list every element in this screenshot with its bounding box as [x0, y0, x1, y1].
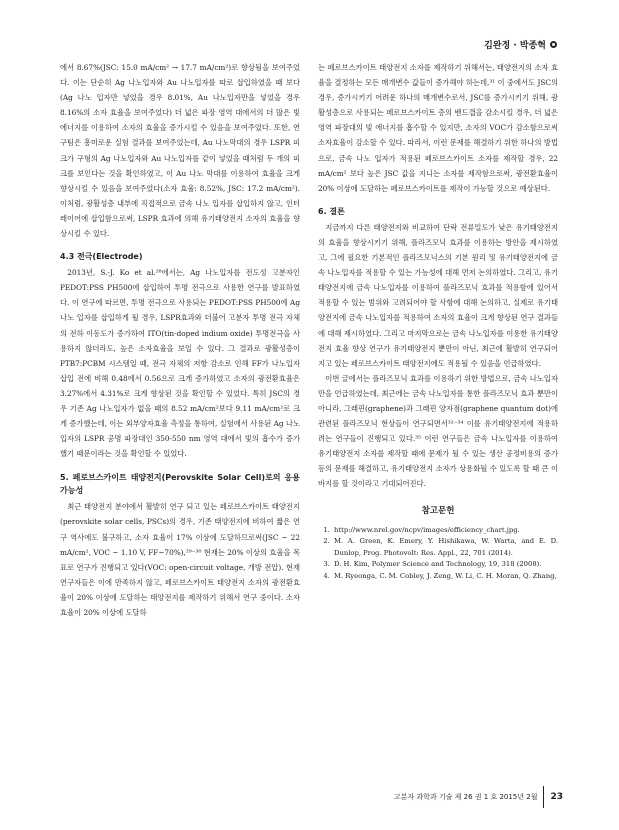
section-heading-4-3: 4.3 전극(Electrode): [60, 252, 143, 262]
paragraph: 이번 글에서는 플라즈모닉 효과를 이용하기 위한 방법으로, 금속 나노입자 만을 언급하였는데, 최근에는 금속 나노입자를 통한 플라즈모닉 효과 뿐만이 아니라, 그래핀(graphene)과 그래핀 양자점(graphene quantum dot)에 관련된 플라즈모닉 현상들이 연구되면서³²⁻³⁴ 이를 유기태양전지에 적용하려는 연구들이 진행되고 있다.³⁵ 이런 연구들은 금속 나노입자를 이용하여 유기태양전지 소자를 제작할 때에 문제가 될 수 있는 생산 공정비용의 증가 등의 문제를 해결하고, 유기태양전지 소자가 상용화될 수 있도록 할 때 큰 이바지를 할 것이라고 기대되어진다.: [318, 373, 558, 489]
page-footer: [394, 786, 563, 808]
section-heading-6: 6. 결론: [318, 206, 345, 216]
references-title: 참고문헌: [421, 505, 455, 516]
page-number: 23: [550, 792, 563, 802]
right-column: [318, 60, 558, 582]
paragraph: 는 페로브스카이트 태양전지 소자를 제작하기 위해서는, 태양전지의 소자 효율을 결정하는 모든 매개변수 값들이 증가해야 하는데,³¹ 이 중에서도 JSC의 경우, 증가시키기 어려운 하나의 매개변수로서, JSC를 증가시키기 위해, 광활성층으로 사용되는 페로브스카이트 층의 밴드갭을 감소시킬 경우, 더 넓은 영역 파장대의 빛 에너지를 흡수할 수 있지만, 소자의 VOC가 감소함으로써 소자효율이 감소할 수 있다. 따라서, 이런 문제를 해결하기 위한 하나의 방법으로, 금속 나노 입자가 적용된 페로브스카이트 소자를 제작할 경우, 22 mA/cm² 보다 높은 JSC 값을 지니는 소자를 제작함으로써, 광전환효율이 20% 이상에 도달하는 페로브스카이트를 제작이 가능할 것으로 예상된다.: [318, 63, 558, 193]
reference-item: 2. M. A. Green, K. Emery, Y. Hishikawa, W. Warta, and E. D. Dunlop, Prog. Photovolt: Res. Appl., 22, 701 (2014).: [332, 536, 558, 559]
paragraph: 최근 태양전지 분야에서 활발히 연구 되고 있는 페로브스카이트 태양전지(perovskite solar cells, PSCs)의 경우, 기존 태양전지에 비하여 짧은 연구 역사에도 불구하고, 소자 효율이 17% 이상에 도달하므로써(JSC ~ 22 mA/cm², VOC ~ 1.10 V, FF~70%),²⁹⁻³⁰ 현재는 20% 이상의 효율을 목표로 연구가 진행되고 있다(VOC: open-circuit voltage, 개방 전압). 현재 연구자들은 이에 만족하지 않고, 페로브스카이트 태양전지 소자의 광전환효율이 20% 이상에 도달하는 태양전지를 제작하기 위해서 연구 중이다. 소자 효율이 20% 이상에 도달하: [60, 502, 300, 617]
running-header-authors: [484, 38, 557, 51]
ring-icon: [550, 41, 557, 48]
paragraph: 지금까지 다른 태양전지와 비교하여 단락 전류밀도가 낮은 유기태양전지의 효율을 향상시키기 위해, 플라즈모닉 효과를 이용하는 방안을 제시하였고, 그에 필요한 기본적인 플라즈모닉스의 기본 원리 및 유기태양전지에 금속 나노입자를 적용할 수 있는 가능성에 대해 먼저 논의하였다. 그리고, 유기태양전지에 금속 나노입자를 이용하여 플라즈모닉 효과를 적용함에 있어서 적용할 수 있는 범위와 고려되어야 할 사항에 대해 논의하고, 실제로 유기태양전지에 금속 나노입자를 적용하여 소자의 효율이 크게 향상된 연구 결과들에 대해 제시하였다. 그리고 마지막으로는 금속 나노입자를 이용한 유기태양전지 효율 향상 연구가 유기태양전지 뿐만이 아닌, 최근에 활발히 연구되어지고 있는 페로브스카이트 태양전지에도 적용될 수 있음을 언급하였다.: [318, 222, 558, 368]
paragraph: 에서 8.67%(JSC: 15.0 mA/cm² → 17.7 mA/cm²)로 향상됨을 보여주었다. 이는 단순히 Ag 나노입자와 Au 나노입자를 따로 삽입하였을 때 보다(Ag 나노 입자만 넣었을 경우 8.01%, Au 나노입자만을 넣었을 경우 8.16%의 소자 효율을 보여주었다) 더 넓은 파장 영역 대에서의 더 많은 빛 에너지를 이용하여 소자의 효율을 증가시킬 수 있음을 보여주었다. 또한, 연구팀은 흥미로운 실험 결과를 보여주었는데, Au 나노막대의 경우 LSPR 피크가 구형의 Ag 나노입자와 Au 나노입자를 같이 넣었을 때처럼 두 개의 피크를 보인다는 것을 확인하였고, 이 Au 나노 막대를 이용하여 효율을 크게 향상시킬 수 있음을 보여주었다(소자 효율: 8.52%, JSC: 17.2 mA/cm²). 이처럼, 광활성층 내부에 직접적으로 금속 나노 입자를 삽입하지 않고, 인터레이어에 삽입함으로써, LSPR 효과에 의해 유기태양전지 소자의 효율을 향상시킬 수 있다.: [60, 63, 300, 239]
reference-item: 4. M. Ryeonga, C. M. Cobley, J. Zeng, W. Li, C. H. Moran, Q. Zhang,: [332, 571, 558, 583]
footer-divider: [543, 786, 544, 808]
reference-item: 1. http://www.nrel.gov/ncpv/images/efficiency_chart.jpg.: [332, 525, 558, 537]
references-list: [318, 525, 558, 583]
section-heading-5: 5. 페로브스카이트 태양전지(Perovskite Solar Cell)로의 응용 가능성: [60, 473, 300, 496]
journal-info: 고분자 과학과 기술 제 26 권 1 호 2015년 2월: [393, 793, 538, 801]
authors-text: 김완정 · 박종혁: [484, 41, 546, 51]
left-column: [60, 60, 300, 620]
reference-item: 3. D. H. Kim, Polymer Science and Technology, 19, 318 (2008).: [332, 559, 558, 571]
paragraph: 2013년, S.-J. Ko et al.²⁸에서는, Ag 나노입자를 전도성 고분자인 PEDOT:PSS PH500에 삽입하여 투명 전극으로 사용한 연구를 발표하였다. 이 연구에 따르면, 투명 전극으로 사용되는 PEDOT:PSS PH500에 Ag 나노 입자를 삽입하게 될 경우, LSPR효과와 더불어 고분자 투명 전극 자체의 전하 이동도가 증가하여 ITO(tin-doped indium oxide) 투명전극을 사용하지 않더라도, 높은 소자효율을 보일 수 있다. 그 결과로 광활성층이 PTB7:PCBM 시스템일 때, 전극 자체의 저항 감소로 인해 FF가 나노입자 삽입 전에 비해 0.48에서 0.56으로 크게 증가하였고 소자의 광전환효율은 3.27%에서 4.31%로 크게 향상된 것을 확인할 수 있었다. 특히 JSC의 경우 기존 Ag 나노입자가 없을 때의 8.52 mA/cm²보다 9.11 mA/cm²로 크게 증가했는데, 이는 외부양자효율 측정을 통하여, 실험에서 사용된 Ag 나노입자의 LSPR 공명 파장대인 350-550 nm 영역 대에서 빛의 흡수가 증가했기 때문이라는 것을 확인할 수 있었다.: [60, 268, 300, 459]
